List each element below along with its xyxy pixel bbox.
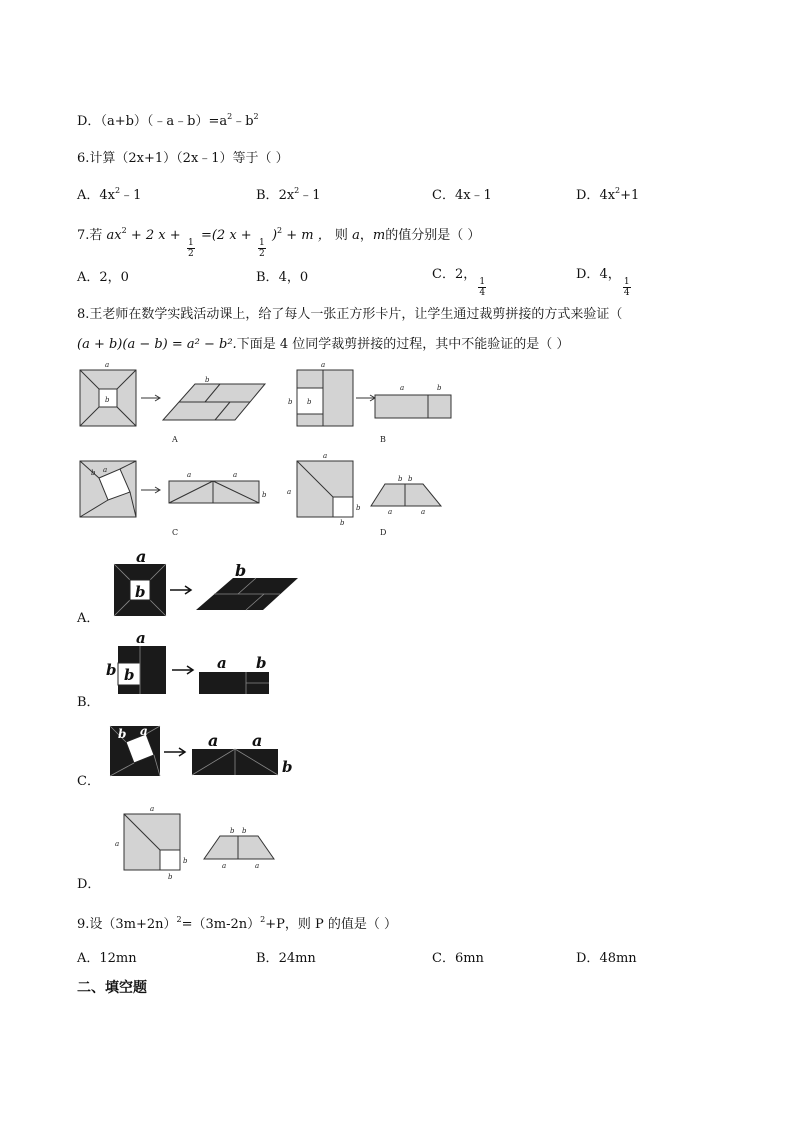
q7-option-b[interactable]: B．4，0 [256, 270, 309, 285]
fig-label-a: a [103, 466, 108, 474]
fraction: $\frac{1}{2}$ [258, 238, 265, 259]
fig-caption-c: C [172, 528, 179, 537]
fig-label-a: a [187, 471, 192, 479]
q6-option-b[interactable]: B．$2x^2﹣1$ [256, 186, 321, 203]
fig-caption-d: D [380, 528, 387, 537]
fig-label-b: b [91, 469, 96, 477]
fig-label-a: a [105, 361, 110, 369]
fig-label-a: a [255, 862, 260, 870]
fig-label-a: a [136, 629, 146, 647]
fig-label-b: b [242, 827, 247, 835]
q9-option-d[interactable]: D．48mn [576, 951, 637, 966]
q6-stem: 6.计算（2x+1）（2x﹣1）等于（ ） [77, 151, 289, 166]
fraction: $\frac{1}{4}$ [479, 277, 486, 298]
q8-option-a-figure [108, 547, 303, 620]
fig-label-a: a [287, 488, 292, 496]
q8-stem-line1: 8.王老师在数学实践活动课上，给了每人一张正方形卡片，让学生通过裁剪拼接的方式来验证（ [77, 307, 623, 322]
fig-label-b: b [262, 491, 267, 499]
fig-label-a: a [400, 384, 405, 392]
q9-option-a[interactable]: A．12mn [77, 951, 137, 966]
q7-option-c[interactable]: C．2， $\frac{1}{4}$ [432, 267, 486, 298]
q8-option-d[interactable]: D． [77, 877, 101, 892]
fig-label-b: b [135, 583, 146, 601]
q8-option-b[interactable]: B． [77, 695, 100, 710]
q6-option-a[interactable]: A．$4x^2﹣1$ [77, 186, 142, 203]
fig-label-b: b [230, 827, 235, 835]
fig-label-b: b [105, 396, 110, 404]
fig-caption-a: A [172, 435, 178, 444]
q8-option-b-figure [104, 630, 279, 700]
fig-label-b: b [235, 561, 247, 580]
q9-option-b[interactable]: B．24mn [256, 951, 316, 966]
fig-label-a: a [321, 361, 326, 369]
fig-label-b: b [408, 475, 413, 483]
section-heading: 二、填空题 [77, 980, 147, 996]
q7-stem: 7.若 $ax^2 + 2$ x + $\frac{1}{2}$ =(2 x + $\frac{1}{2}$ )$^2$ + m ， 则 a，m的值分别是（ ） [77, 226, 481, 259]
q8-stem-line2: (a + b)(a − b) = a² − b².下面是 4 位同学裁剪拼接的过程，其中不能验证的是（ ） [77, 337, 570, 352]
q5-option-d[interactable]: D．$(a+b)(﹣a﹣b)=a^2﹣b^2$ [77, 112, 259, 129]
fig-label-a: a [140, 724, 148, 738]
q9-stem: 9.设$(3m+2n)^2=(3m-2n)^2+P$，则 P 的值是（ ） [77, 915, 398, 932]
q8-composite-figure [75, 360, 465, 545]
fig-label-a: a [323, 452, 328, 460]
fraction: $\frac{1}{4}$ [623, 277, 630, 298]
fraction: $\frac{1}{2}$ [187, 238, 194, 259]
fig-label-b: b [356, 504, 361, 512]
fig-label-a: a [233, 471, 238, 479]
fig-label-a: a [150, 805, 155, 813]
fig-label-b: b [340, 519, 345, 527]
fig-label-a: a [252, 731, 263, 750]
fig-label-b: b [124, 666, 135, 684]
fig-label-b: b [118, 727, 127, 741]
q8-option-c-figure [106, 722, 296, 782]
fig-label-a: a [208, 731, 219, 750]
fig-label-a: a [421, 508, 426, 516]
fig-label-a: a [136, 547, 147, 566]
fig-label-a: a [388, 508, 393, 516]
fig-label-b: b [398, 475, 403, 483]
fig-label-b: b [437, 384, 442, 392]
fig-label-a: a [217, 654, 227, 672]
q8-option-d-figure [112, 800, 282, 885]
q9-option-c[interactable]: C．6mn [432, 951, 484, 966]
q6-option-d[interactable]: D．$4x^2+1$ [576, 186, 640, 203]
fig-caption-b: B [380, 435, 386, 444]
q8-option-c[interactable]: C． [77, 774, 100, 789]
fig-label-b: b [288, 398, 293, 406]
fig-label-a: a [222, 862, 227, 870]
q7-option-d[interactable]: D．4， $\frac{1}{4}$ [576, 267, 630, 298]
q7-option-a[interactable]: A．2，0 [77, 270, 129, 285]
fig-label-b: b [106, 661, 117, 679]
fig-label-b: b [183, 857, 188, 865]
fig-label-b: b [168, 873, 173, 881]
fig-label-b: b [307, 398, 312, 406]
fig-label-a: a [115, 840, 120, 848]
q6-option-c[interactable]: C．4x﹣1 [432, 188, 492, 203]
fig-label-b: b [205, 376, 210, 384]
q8-option-a[interactable]: A． [77, 611, 100, 626]
fig-label-b: b [256, 654, 267, 672]
fig-label-b: b [282, 758, 293, 776]
